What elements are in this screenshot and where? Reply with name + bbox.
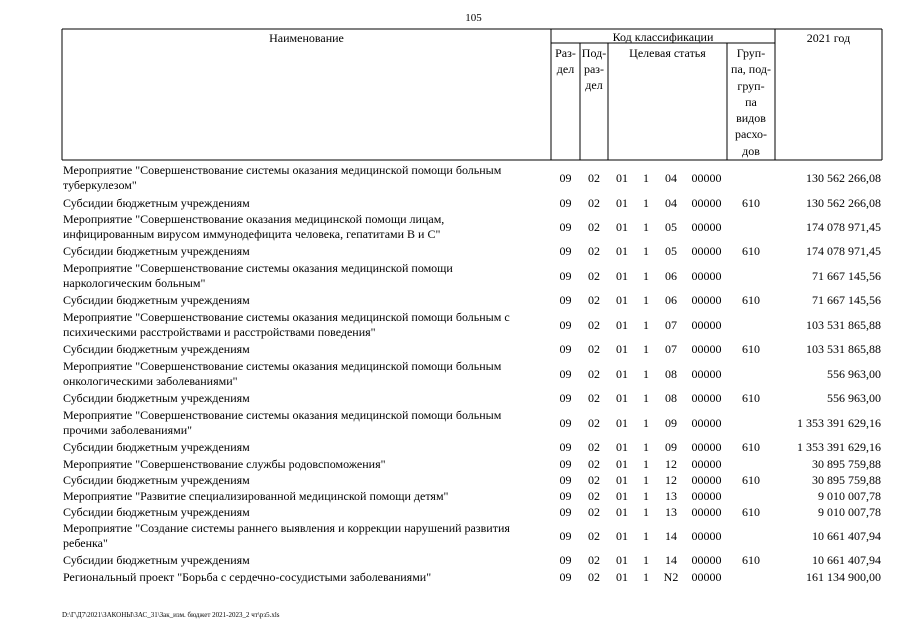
row-code-c2: 1 <box>643 244 649 258</box>
row-code-c2: 1 <box>643 391 649 405</box>
row-code-c3: 06 <box>665 269 677 283</box>
row-code-g: 610 <box>742 553 760 567</box>
row-name-line: Субсидии бюджетным учреждениям <box>63 342 250 356</box>
row-code-c3: 08 <box>665 391 677 405</box>
header-name: Наименование <box>269 31 344 45</box>
row-code-c3: 13 <box>665 489 677 503</box>
table-row <box>0 553 905 568</box>
row-code-c2: 1 <box>643 553 649 567</box>
row-name <box>63 553 553 568</box>
row-code-c2: 1 <box>643 440 649 454</box>
row-name-line: Субсидии бюджетным учреждениям <box>63 553 250 567</box>
row-name <box>63 391 553 406</box>
table-row <box>0 440 905 455</box>
row-code-c1: 01 <box>616 367 628 381</box>
row-code-g: 610 <box>742 505 760 519</box>
row-code-g: 610 <box>742 391 760 405</box>
table-row <box>0 489 905 504</box>
header-expense-group <box>727 45 775 159</box>
row-code-c1: 01 <box>616 505 628 519</box>
row-code-r: 09 <box>559 473 572 487</box>
row-code-c1: 01 <box>616 416 628 430</box>
row-name-line: Субсидии бюджетным учреждениям <box>63 293 250 307</box>
header-group-line: расхо- <box>734 127 768 142</box>
row-code-g: 610 <box>742 473 760 487</box>
row-name-line: Субсидии бюджетным учреждениям <box>63 505 250 519</box>
row-name <box>63 293 553 308</box>
table-row <box>0 391 905 406</box>
row-name <box>63 505 553 520</box>
row-name-line: Субсидии бюджетным учреждениям <box>63 440 250 454</box>
header-razdel-line: дел <box>556 62 575 76</box>
row-name-line: туберкулезом" <box>63 178 137 192</box>
page-number: 105 <box>465 12 482 24</box>
row-code-c4: 00000 <box>691 244 722 258</box>
row-code-r: 09 <box>559 269 572 283</box>
row-code-c4: 00000 <box>691 457 722 471</box>
row-amount: 130 562 266,08 <box>806 171 881 185</box>
header-group-line: Груп- <box>736 46 766 60</box>
row-name <box>63 261 553 291</box>
row-code-c3: 07 <box>665 342 677 356</box>
row-code-c4: 00000 <box>691 505 722 519</box>
row-code-p: 02 <box>588 269 600 283</box>
table-row <box>0 310 905 342</box>
row-code-p: 02 <box>588 391 600 405</box>
row-code-c3: 08 <box>665 367 677 381</box>
row-code-c2: 1 <box>643 473 649 487</box>
row-code-c2: 1 <box>643 529 649 543</box>
table-row <box>0 342 905 357</box>
row-name <box>63 473 553 488</box>
row-code-r: 09 <box>559 342 572 356</box>
row-code-c4: 00000 <box>691 196 722 210</box>
header-group-line: груп- <box>737 78 765 93</box>
row-code-c3: 05 <box>665 220 677 234</box>
row-code-p: 02 <box>588 440 600 454</box>
row-code-c3: 06 <box>665 293 677 307</box>
header-year: 2021 год <box>806 31 851 45</box>
row-code-c2: 1 <box>643 505 649 519</box>
table-row <box>0 163 905 195</box>
file-path-footer: D:\Г\Д7\2021\ЗАКОНЫ\ЗАС_31\Зак_изм. бюджет 2021-2023_2 чт\рз5.xls <box>62 611 280 619</box>
row-amount: 30 895 759,88 <box>812 457 881 471</box>
row-code-p: 02 <box>588 529 600 543</box>
row-name <box>63 570 553 585</box>
row-code-c1: 01 <box>616 553 628 567</box>
row-code-r: 09 <box>559 367 572 381</box>
row-code-r: 09 <box>559 529 572 543</box>
table-row <box>0 521 905 553</box>
row-code-c1: 01 <box>616 489 628 503</box>
row-code-r: 09 <box>559 553 572 567</box>
row-amount: 161 134 900,00 <box>806 570 881 584</box>
row-code-c2: 1 <box>643 457 649 471</box>
row-code-c3: 12 <box>665 473 677 487</box>
row-name-line: Субсидии бюджетным учреждениям <box>63 473 250 487</box>
row-code-g: 610 <box>742 196 760 210</box>
table-row <box>0 196 905 211</box>
row-code-c4: 00000 <box>691 440 722 454</box>
table-row <box>0 505 905 520</box>
row-code-c3: 13 <box>665 505 677 519</box>
row-code-c1: 01 <box>616 457 628 471</box>
row-amount: 556 963,00 <box>827 367 881 381</box>
row-code-p: 02 <box>588 570 600 584</box>
row-code-r: 09 <box>559 391 572 405</box>
row-code-p: 02 <box>588 473 600 487</box>
row-amount: 30 895 759,88 <box>812 473 881 487</box>
row-code-r: 09 <box>559 220 572 234</box>
row-code-r: 09 <box>559 416 572 430</box>
row-code-c4: 00000 <box>691 391 722 405</box>
row-name-line: Региональный проект "Борьба с сердечно-сосудистыми заболеваниями" <box>63 570 432 584</box>
row-name-line: Мероприятие "Совершенствование системы оказания медицинской помощи <box>63 261 453 275</box>
row-code-r: 09 <box>559 171 572 185</box>
row-code-p: 02 <box>588 553 600 567</box>
row-code-g: 610 <box>742 342 760 356</box>
row-code-p: 02 <box>588 244 600 258</box>
row-name-line: Мероприятие "Совершенствование системы оказания медицинской помощи больным <box>63 163 502 177</box>
row-amount: 130 562 266,08 <box>806 196 881 210</box>
table-row <box>0 212 905 244</box>
row-name-line: Мероприятие "Развитие специализированной медицинской помощи детям" <box>63 489 449 503</box>
row-code-p: 02 <box>588 293 600 307</box>
row-code-p: 02 <box>588 457 600 471</box>
row-name-line: прочими заболеваниями" <box>63 423 193 437</box>
header-target-article: Целевая статья <box>629 46 706 60</box>
header-podrazdel-line: раз- <box>583 62 605 76</box>
row-name-line: наркологическим больным" <box>63 276 206 290</box>
row-code-c4: 00000 <box>691 171 722 185</box>
row-code-c2: 1 <box>643 196 649 210</box>
row-code-c1: 01 <box>616 220 628 234</box>
row-name-line: Мероприятие "Создание системы раннего выявления и коррекции нарушений развития <box>63 521 510 535</box>
header-group-line: па <box>745 94 757 109</box>
row-amount: 556 963,00 <box>827 391 881 405</box>
row-code-p: 02 <box>588 505 600 519</box>
row-code-r: 09 <box>559 457 572 471</box>
header-podrazdel-line: дел <box>585 78 603 92</box>
row-code-c3: 04 <box>665 196 677 210</box>
row-code-c1: 01 <box>616 440 628 454</box>
row-code-c3: 05 <box>665 244 677 258</box>
table-row <box>0 359 905 391</box>
row-name <box>63 196 553 211</box>
row-code-p: 02 <box>588 342 600 356</box>
row-code-c4: 00000 <box>691 318 722 332</box>
row-code-c1: 01 <box>616 570 628 584</box>
row-code-c4: 00000 <box>691 416 722 430</box>
table-row <box>0 293 905 308</box>
row-code-r: 09 <box>559 196 572 210</box>
row-code-c2: 1 <box>643 293 649 307</box>
row-code-c2: 1 <box>643 367 649 381</box>
row-code-r: 09 <box>559 244 572 258</box>
header-group-line: па, под- <box>731 62 771 77</box>
row-name <box>63 359 553 389</box>
row-amount: 1 353 391 629,16 <box>797 416 881 430</box>
row-code-c4: 00000 <box>691 367 722 381</box>
row-code-p: 02 <box>588 196 600 210</box>
row-code-g: 610 <box>742 244 760 258</box>
row-amount: 10 661 407,94 <box>812 529 881 543</box>
row-amount: 103 531 865,88 <box>806 318 881 332</box>
row-amount: 9 010 007,78 <box>818 505 881 519</box>
row-name <box>63 310 553 340</box>
row-code-c2: 1 <box>643 220 649 234</box>
row-code-c2: 1 <box>643 171 649 185</box>
row-code-c4: 00000 <box>691 529 722 543</box>
row-code-c2: 1 <box>643 416 649 430</box>
row-code-r: 09 <box>559 570 572 584</box>
row-code-c4: 00000 <box>691 293 722 307</box>
row-code-c4: 00000 <box>691 553 722 567</box>
row-code-c4: 00000 <box>691 489 722 503</box>
row-amount: 103 531 865,88 <box>806 342 881 356</box>
row-code-p: 02 <box>588 220 600 234</box>
row-code-c3: 04 <box>665 171 677 185</box>
row-code-c1: 01 <box>616 196 628 210</box>
table-row <box>0 570 905 585</box>
row-amount: 174 078 971,45 <box>806 244 881 258</box>
row-code-c3: 14 <box>665 529 677 543</box>
header-group-line: видов <box>736 111 766 126</box>
table-row <box>0 408 905 440</box>
row-code-r: 09 <box>559 440 572 454</box>
header-classification-code: Код классификации <box>612 30 714 44</box>
row-amount: 1 353 391 629,16 <box>797 440 881 454</box>
row-name <box>63 457 553 472</box>
row-code-c1: 01 <box>616 391 628 405</box>
row-name-line: Мероприятие "Совершенствование системы оказания медицинской помощи больным <box>63 408 502 422</box>
row-name-line: Субсидии бюджетным учреждениям <box>63 196 250 210</box>
row-code-c3: 12 <box>665 457 677 471</box>
row-code-r: 09 <box>559 318 572 332</box>
row-name <box>63 244 553 259</box>
row-name <box>63 163 553 193</box>
header-podrazdel <box>580 45 608 93</box>
row-code-c1: 01 <box>616 293 628 307</box>
header-razdel-line: Раз- <box>555 46 576 60</box>
row-code-c4: 00000 <box>691 473 722 487</box>
row-code-p: 02 <box>588 367 600 381</box>
row-name-line: Мероприятие "Совершенствование службы родовспоможения" <box>63 457 386 471</box>
row-name-line: онкологическими заболеваниями" <box>63 374 238 388</box>
row-code-c4: 00000 <box>691 342 722 356</box>
row-amount: 10 661 407,94 <box>812 553 881 567</box>
row-name-line: Мероприятие "Совершенствование системы оказания медицинской помощи больным с <box>63 310 510 324</box>
row-code-p: 02 <box>588 171 600 185</box>
row-code-c1: 01 <box>616 244 628 258</box>
row-name <box>63 408 553 438</box>
table-row <box>0 457 905 472</box>
row-code-c1: 01 <box>616 269 628 283</box>
row-amount: 174 078 971,45 <box>806 220 881 234</box>
header-razdel <box>551 45 580 77</box>
row-name <box>63 489 553 504</box>
row-name-line: Мероприятие "Совершенствование системы оказания медицинской помощи больным <box>63 359 502 373</box>
row-code-r: 09 <box>559 489 572 503</box>
row-code-c1: 01 <box>616 171 628 185</box>
row-code-p: 02 <box>588 416 600 430</box>
row-name <box>63 521 553 551</box>
row-code-c3: 09 <box>665 440 677 454</box>
row-name <box>63 440 553 455</box>
row-code-c4: 00000 <box>691 269 722 283</box>
row-code-c3: 09 <box>665 416 677 430</box>
row-code-c3: 14 <box>665 553 677 567</box>
row-amount: 71 667 145,56 <box>812 293 881 307</box>
row-code-c2: 1 <box>643 570 649 584</box>
row-code-r: 09 <box>559 293 572 307</box>
row-code-g: 610 <box>742 440 760 454</box>
header-group-line: дов <box>742 143 760 158</box>
row-code-c2: 1 <box>643 318 649 332</box>
row-code-c1: 01 <box>616 529 628 543</box>
row-code-c2: 1 <box>643 489 649 503</box>
table-row <box>0 244 905 259</box>
row-code-c1: 01 <box>616 318 628 332</box>
row-code-c2: 1 <box>643 342 649 356</box>
row-code-c4: 00000 <box>691 570 722 584</box>
row-amount: 71 667 145,56 <box>812 269 881 283</box>
row-name <box>63 212 553 242</box>
row-name-line: Субсидии бюджетным учреждениям <box>63 391 250 405</box>
table-row <box>0 473 905 488</box>
row-code-r: 09 <box>559 505 572 519</box>
row-code-g: 610 <box>742 293 760 307</box>
row-name <box>63 342 553 357</box>
row-name-line: Субсидии бюджетным учреждениям <box>63 244 250 258</box>
row-name-line: Мероприятие "Совершенствование оказания медицинской помощи лицам, <box>63 212 445 226</box>
row-code-c3: 07 <box>665 318 677 332</box>
row-name-line: инфицированным вирусом иммунодефицита человека, гепатитами В и С" <box>63 227 441 241</box>
header-podrazdel-line: Под- <box>581 46 607 60</box>
row-code-c3: N2 <box>663 570 679 584</box>
row-code-p: 02 <box>588 489 600 503</box>
row-name-line: ребенка" <box>63 536 108 550</box>
row-code-c4: 00000 <box>691 220 722 234</box>
row-code-c1: 01 <box>616 342 628 356</box>
table-row <box>0 261 905 293</box>
row-code-p: 02 <box>588 318 600 332</box>
row-code-c2: 1 <box>643 269 649 283</box>
row-name-line: психическими расстройствами и расстройствами поведения" <box>63 325 376 339</box>
row-amount: 9 010 007,78 <box>818 489 881 503</box>
row-code-c1: 01 <box>616 473 628 487</box>
